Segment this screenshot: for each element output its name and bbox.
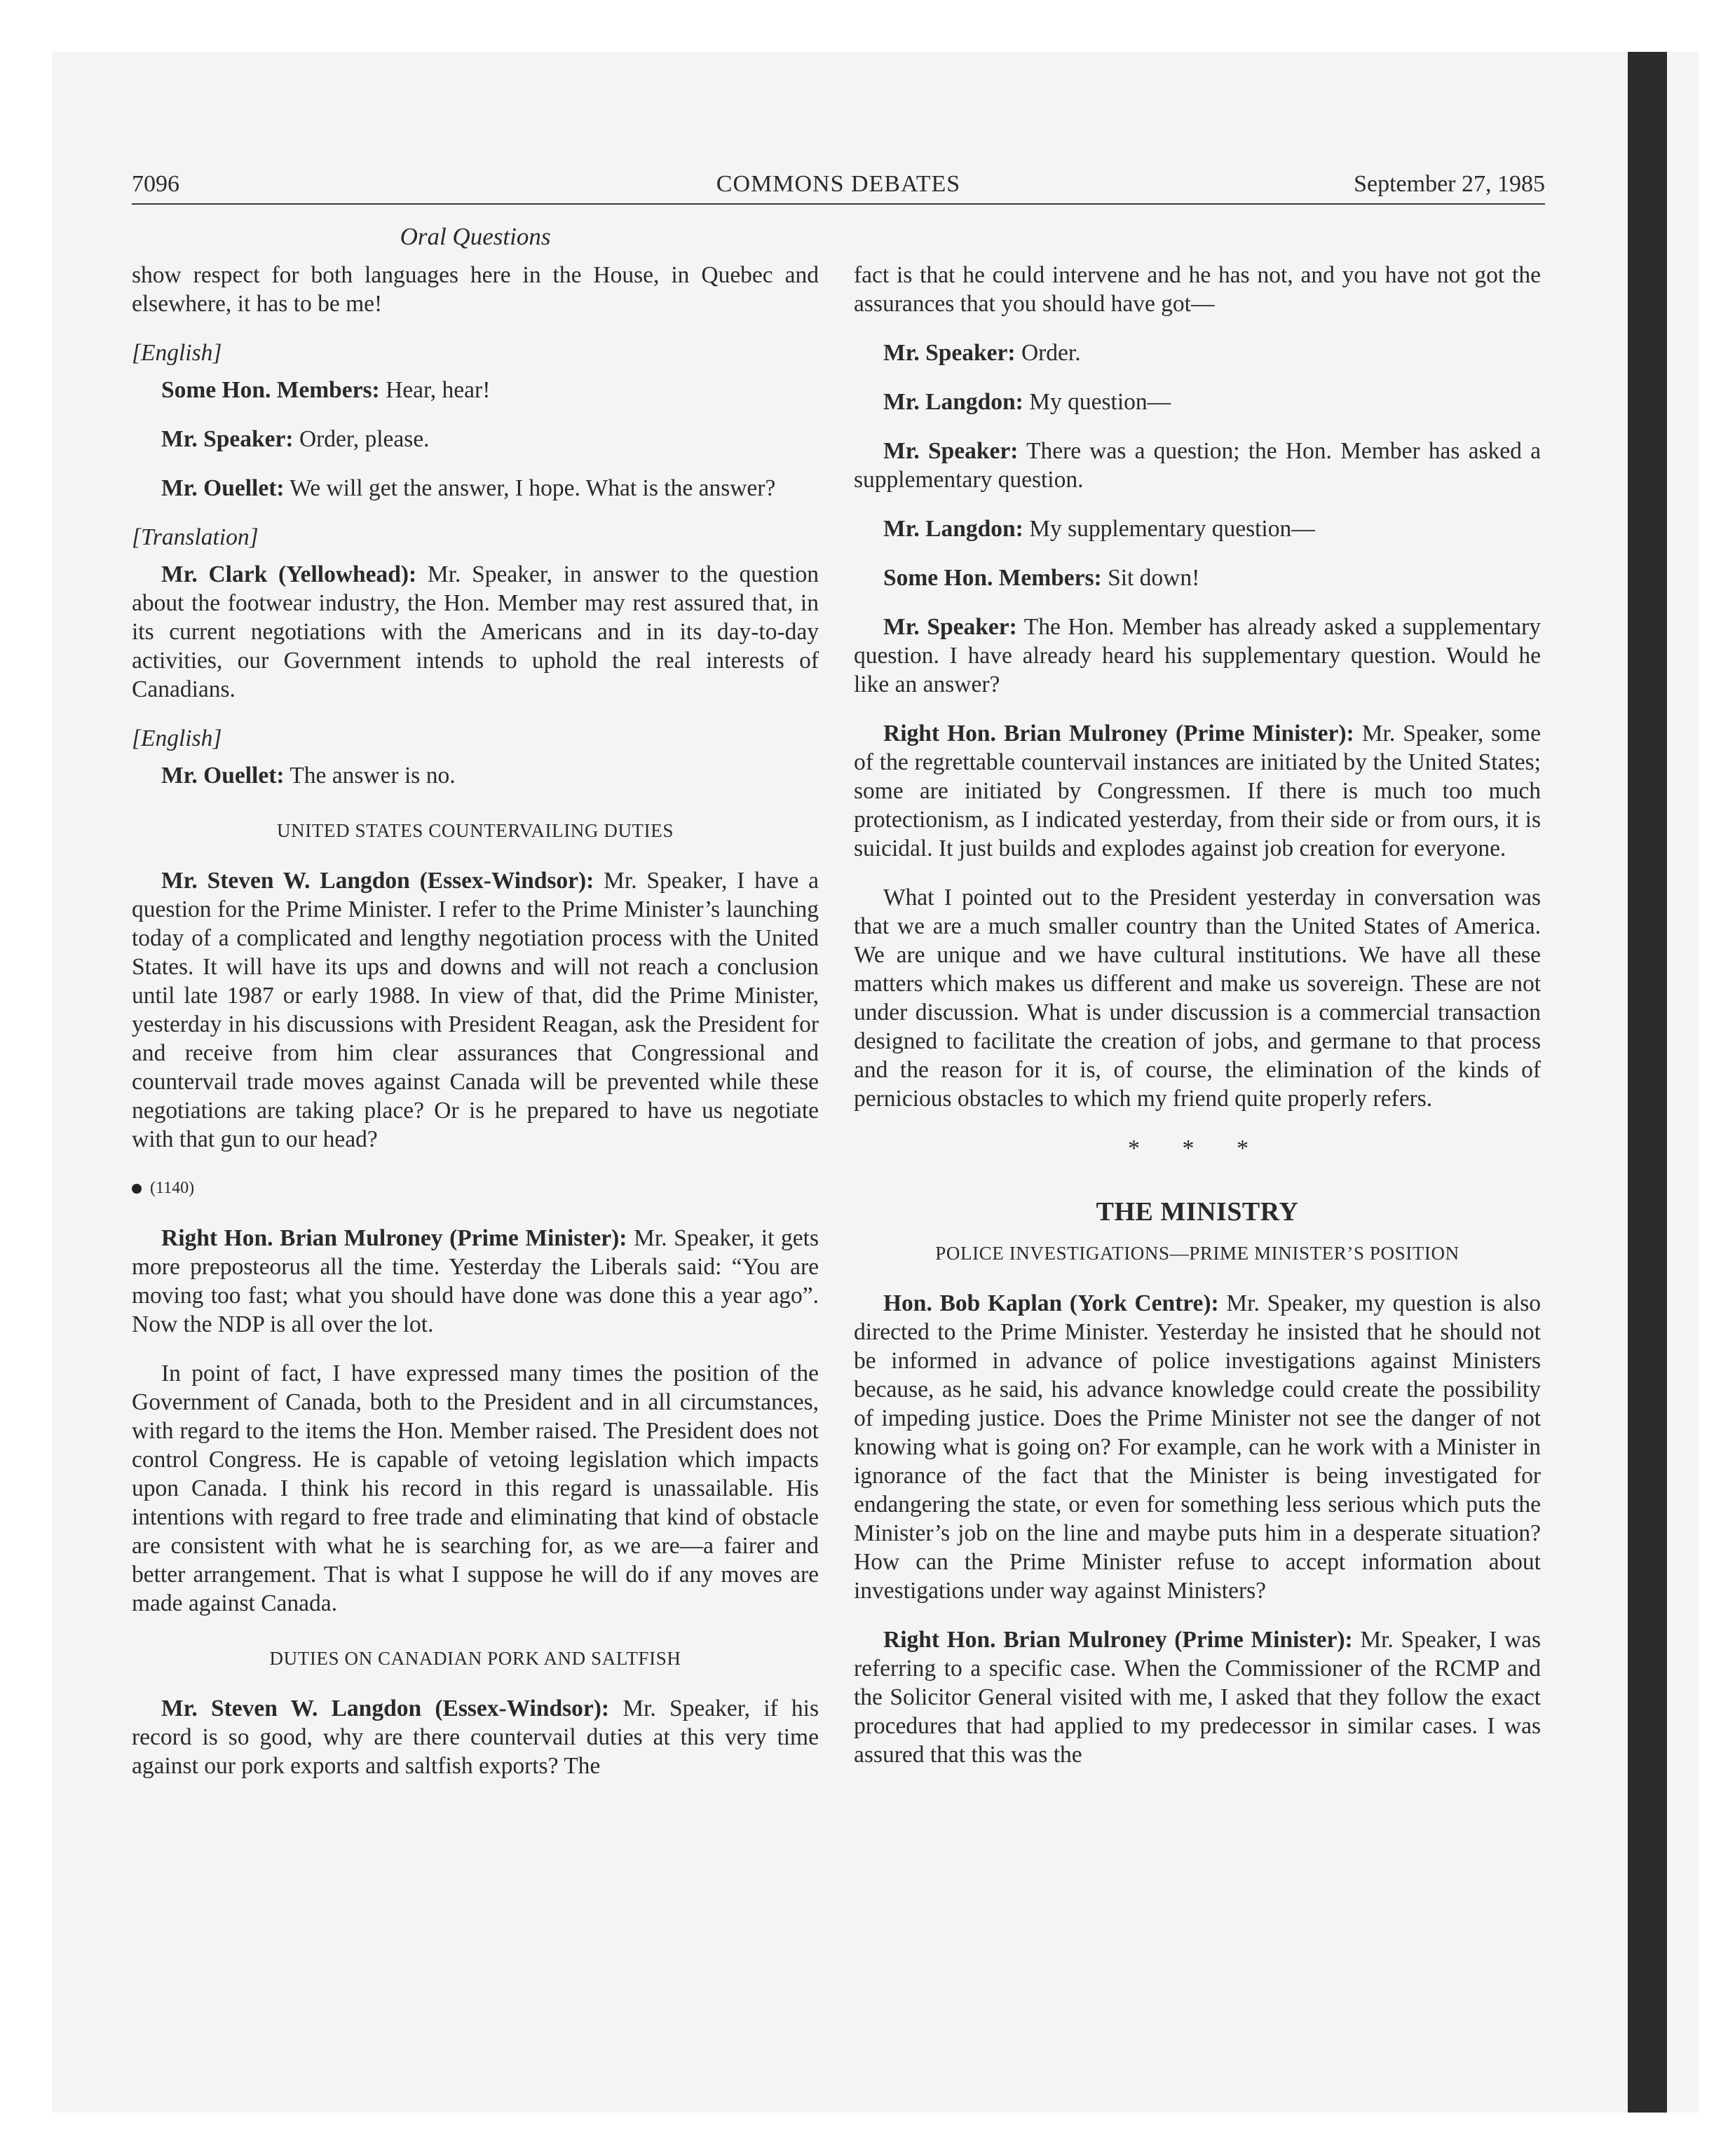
speaker-name: Mr. Steven W. Langdon (Essex-Windsor): [161, 868, 594, 894]
paragraph: fact is that he could intervene and he has not, and you have not got the assurances that you should have got— [854, 262, 1541, 317]
publication-title: COMMONS DEBATES [716, 171, 961, 197]
section-heading: UNITED STATES COUNTERVAILING DUTIES [277, 820, 674, 841]
speech-text: My supplementary question— [1023, 516, 1315, 542]
paragraph [132, 761, 819, 790]
speaker-name: Some Hon. Members: [883, 565, 1102, 591]
speaker-name: Mr. Speaker: [883, 340, 1016, 366]
speech-text: We will get the answer, I hope. What is the answer? [284, 475, 776, 501]
paragraph [854, 564, 1541, 592]
speaker-name: Mr. Ouellet: [161, 475, 285, 501]
paragraph [132, 1694, 819, 1780]
speech-text: The Hon. Member has already asked a supplementary question. I have already heard his supplementary question. Would he like an answer? [854, 614, 1542, 697]
speaker-name: Right Hon. Brian Mulroney (Prime Minister): [161, 1225, 627, 1251]
paragraph [854, 613, 1541, 699]
speech-text: Sit down! [1101, 565, 1200, 591]
speaker-name: Mr. Langdon: [883, 389, 1023, 415]
speaker-name: Mr. Langdon: [883, 516, 1023, 542]
paragraph [854, 437, 1541, 494]
language-marker: [English] [132, 340, 222, 366]
paragraph [854, 388, 1541, 416]
paragraph [132, 560, 819, 704]
paragraph: In point of fact, I have expressed many times the position of the Government of Canada, both to the President and in all circumstances, with regard to the items the Hon. Member raised. The President does not control Congress. He is capable of vetoing legislation which impacts upon Canada. I think his record in this regard is unassailable. His intentions with regard to free trade and eliminating that kind of obstacle are consistent with what he is searching for, as we are—a fairer and better arrangement. That is what I suppose he will do if any moves are made against Canada. [132, 1360, 819, 1616]
section-heading: DUTIES ON CANADIAN PORK AND SALTFISH [269, 1648, 681, 1669]
right-column [854, 261, 1541, 1789]
speaker-name: Mr. Speaker: [883, 438, 1019, 464]
paragraph [132, 1224, 819, 1339]
paragraph: show respect for both languages here in the House, in Quebec and elsewhere, it has to be me! [132, 262, 819, 317]
speech-text: My question— [1023, 389, 1171, 415]
page-number: 7096 [132, 171, 179, 197]
paragraph [854, 719, 1541, 863]
bullet-icon [132, 1184, 142, 1194]
header-rule [132, 203, 1545, 205]
speech-text: The answer is no. [284, 763, 456, 789]
major-heading: THE MINISTRY [1096, 1197, 1299, 1227]
speaker-name: Right Hon. Brian Mulroney (Prime Minister): [883, 1627, 1353, 1653]
scan-edge-bar [1628, 52, 1667, 2113]
speech-text: There was a question; the Hon. Member has asked a supplementary question. [854, 438, 1542, 493]
speech-text: Mr. Speaker, it gets more preposteorus all the time. Yesterday the Liberals said: “You are moving too fast; what you should have done was done this a year ago”. Now the NDP is all over the lot. [132, 1225, 819, 1337]
section-separator: * * * [1128, 1135, 1267, 1161]
speaker-name: Mr. Speaker: [161, 426, 294, 452]
speech-text: Hear, hear! [379, 377, 491, 403]
language-marker: [English] [132, 725, 222, 751]
speaker-name: Mr. Ouellet: [161, 763, 285, 789]
speaker-name: Mr. Steven W. Langdon (Essex-Windsor): [161, 1696, 610, 1721]
language-marker: [Translation] [132, 524, 259, 550]
speaker-name: Mr. Clark (Yellowhead): [161, 561, 417, 587]
timestamp-text: (1140) [150, 1179, 195, 1197]
speech-text: Order. [1015, 340, 1081, 366]
speaker-name: Right Hon. Brian Mulroney (Prime Minister): [883, 721, 1354, 746]
left-column [132, 261, 819, 1801]
speech-text: Mr. Speaker, in answer to the question about the footwear industry, the Hon. Member may rest assured that, in its current negotiations with the Americans and in its day-to-day activities, our Government intends to uphold the real interests of Canadians. [132, 561, 819, 702]
page-header [132, 171, 1545, 206]
paragraph: What I pointed out to the President yesterday in conversation was that we are a much smaller country than the United States of America. We are unique and we have cultural institutions. We have all these matters which makes us different and make us sovereign. These are not under discussion. What is under discussion is a commercial transaction designed to facilitate the creation of jobs, and germane to that process and the reason for it is, of course, the elimination of the kinds of pernicious obstacles to which my friend quite properly refers. [854, 885, 1541, 1112]
speaker-name: Hon. Bob Kaplan (York Centre): [883, 1290, 1219, 1316]
paragraph [132, 474, 819, 503]
speech-text: Mr. Speaker, if his record is so good, why are there countervail duties at this very time against our pork exports and saltfish exports? The [132, 1696, 819, 1779]
speech-text: Mr. Speaker, I have a question for the Prime Minister. I refer to the Prime Minister’s launching today of a complicated and lengthy negotiation process with the United States. It will have its ups and downs and will not reach a conclusion until late 1987 or early 1988. In view of that, did the Prime Minister, yesterday in his discussions with President Reagan, ask the President for and receive from him clear assurances that Congressional and countervail trade moves against Canada will be prevented while these negotiations are taking place? Or is he prepared to have us negotiate with that gun to our head? [132, 868, 819, 1152]
speech-text: Mr. Speaker, some of the regrettable countervail instances are initiated by the United States; some are initiated by Congressmen. If there is much too much protectionism, as I indicated yesterday, from their side or from ours, it is suicidal. It just builds and explodes against job creation for everyone. [854, 721, 1541, 861]
paragraph [854, 339, 1541, 367]
timestamp [132, 1174, 819, 1203]
speaker-name: Some Hon. Members: [161, 377, 380, 403]
page-date: September 27, 1985 [1354, 171, 1545, 197]
speaker-name: Mr. Speaker: [883, 614, 1017, 640]
paragraph [854, 1625, 1541, 1769]
paragraph [132, 376, 819, 404]
paragraph [132, 866, 819, 1154]
paragraph [854, 514, 1541, 543]
running-head: Oral Questions [400, 223, 551, 250]
paragraph [132, 425, 819, 453]
speech-text: Mr. Speaker, my question is also directed to the Prime Minister. Yesterday he insisted that he should not be informed in advance of police investigations against Ministers because, as he said, his advance knowledge could create the possibility of impeding justice. Does the Prime Minister not see the danger of not knowing what is going on? For example, can he work with a Minister in ignorance of the fact that the Minister is being investigated for endangering the state, or even for something less serious which puts the Minister’s job on the line and maybe puts him in a desperate situation? How can the Prime Minister refuse to accept information about investigations under way against Ministers? [854, 1290, 1541, 1604]
speech-text: Order, please. [293, 426, 430, 452]
section-heading: POLICE INVESTIGATIONS—PRIME MINISTER’S POSITION [935, 1243, 1460, 1264]
speech-text: Mr. Speaker, I was referring to a specific case. When the Commissioner of the RCMP and the Solicitor General visited with me, I asked that they follow the exact procedures that had applied to my predecessor in similar cases. I was assured that this was the [854, 1627, 1541, 1768]
paragraph [854, 1289, 1541, 1605]
